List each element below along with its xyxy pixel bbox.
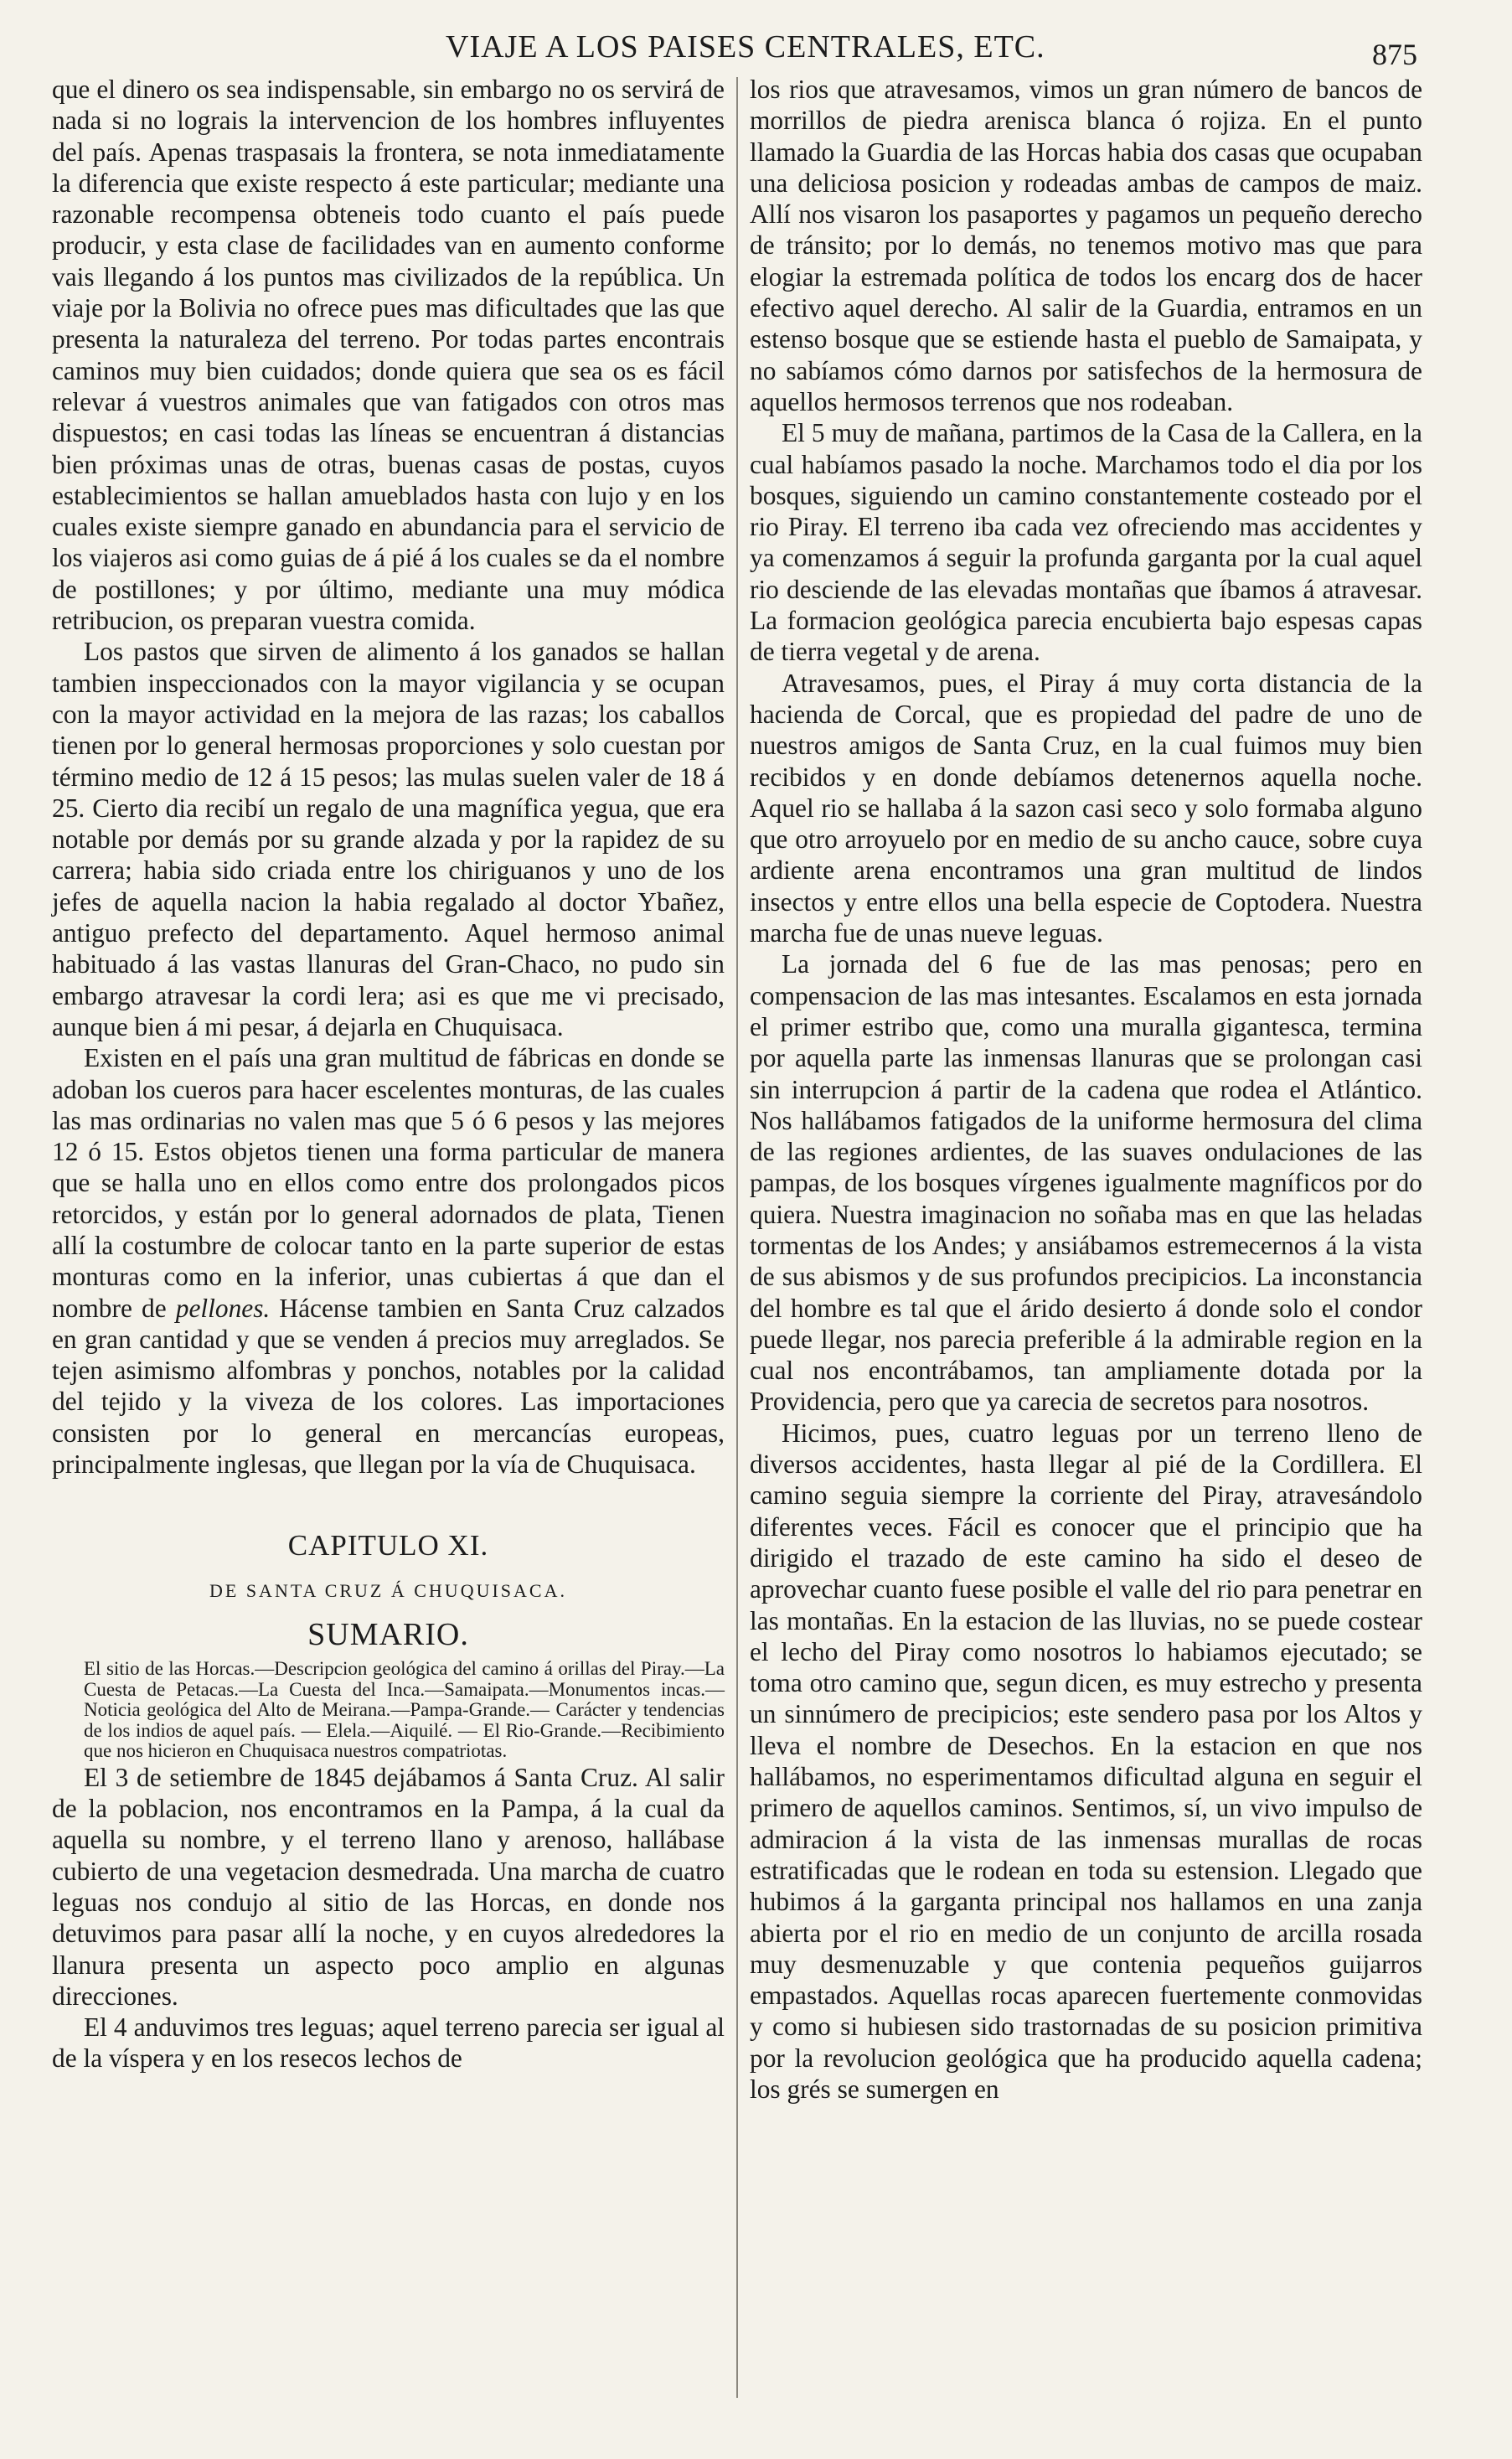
paragraph: El 5 muy de mañana, partimos de la Casa de la Callera, en la cual habíamos pasado la noche. Marchamos todo el dia por los bosques, siguiendo un camino constantemente costeado por el rio Piray. El terreno iba cada vez ofreciendo mas accidentes y ya comenzamos á seguir la profunda garganta por la cual aquel rio desciende de las elevadas montañas que íbamos á atravesar. La formacion geológica parecia encubierta bajo espesas capas de tierra vegetal y de arena. bbox=[750, 418, 1422, 667]
paragraph: los rios que atravesamos, vimos un gran número de bancos de morrillos de piedra arenisca blanca ó rojiza. En el punto llamado la Guardia de las Horcas habia dos casas que ocupaban una deliciosa posicion y rodeadas ambas de campos de maiz. Allí nos visaron los pasaportes y pagamos un pequeño derecho de tránsito; por lo demás, no tenemos motivo mas que para elogiar la estremada política de todos los encarg dos de hacer efectivo aquel derecho. Al salir de la Guardia, entramos en un estenso bosque que se estiende hasta el pueblo de Samaipata, y no sabíamos cómo darnos por satisfechos de la hermosura de aquellos hermosos terrenos que nos rodeaban. bbox=[750, 75, 1422, 416]
paragraph: El 4 anduvimos tres leguas; aquel terreno parecia ser igual al de la víspera y en los resecos lechos de bbox=[52, 2012, 725, 2074]
paragraph: Los pastos que sirven de alimento á los ganados se hallan tambien inspeccionados con la mayor vigilancia y se ocupan con la mayor actividad en la mejora de las razas; los caballos tienen por lo general hermosas proporciones y solo cuestan por término medio de 12 á 15 pesos; las mulas suelen valer de 18 á 25. Cierto dia recibí un regalo de una magnífica yegua, que era notable por demás por su grande alzada y por la rapidez de su carrera; habia sido criada entre los chiriguanos y uno de los jefes de aquella nacion la habia regalado al doctor Ybañez, antiguo prefecto del departamento. Aquel hermoso animal habituado á las vastas llanuras del Gran-Chaco, no pudo sin embargo atravesar la cordi lera; asi es que me vi precisado, aunque bien á mi pesar, á dejarla en Chuquisaca. bbox=[52, 637, 725, 1041]
page-header bbox=[52, 25, 1417, 75]
paragraph: El 3 de setiembre de 1845 dejábamos á Santa Cruz. Al salir de la poblacion, nos encontramos en la Pampa, á la cual da aquella su nombre, y el terreno llano y arenoso, hallábase cubierto de una vegetacion desmedrada. Una marcha de cuatro leguas nos condujo al sitio de las Horcas, en donde nos detuvimos para pasar allí la noche, y en cuyos alrededores la llanura presenta un aspecto poco amplio en algunas direcciones. bbox=[52, 1762, 725, 2011]
paragraph-text: Existen en el país una gran multitud de fábricas en donde se adoban los cueros para hacer escelentes monturas, de las cuales las mas ordinarias no valen mas que 5 ó 6 pesos y las mejores 12 ó 15. Estos objetos tienen una forma particular de manera que se halla uno en ellos como entre dos prolongados picos retorcidos, y están por lo general adornados de plata, Tienen allí la costumbre de colocar tanto en la parte superior de estas monturas como en la inferior, unas cubiertas á que dan el nombre de bbox=[52, 1043, 725, 1323]
chapter-heading: CAPITULO XI. bbox=[287, 1529, 489, 1563]
sumario-text: El sitio de las Horcas.—Descripcion geológica del camino á orillas del Piray.—La Cuesta de Petacas.—La Cuesta del Inca.—Samaipata.—Monumentos incas.—Noticia geológica del Alto de Meirana.—Pampa-Grande.— Carácter y tendencias de los indios de aquel país. — Elela.—Aiquilé. — El Rio-Grande.—Recibimiento que nos hicieron en Chuquisaca nuestros compatriotas. bbox=[84, 1658, 725, 1762]
paragraph: La jornada del 6 fue de las mas penosas; pero en compensacion de las mas intesantes. Escalamos en esta jornada el primer estribo que, como una muralla gigantesca, termina por aquella parte las inmensas llanuras que se prolongan casi sin interrupcion á partir de la cadena que rodea el Atlántico. Nos hallábamos fatigados de la uniforme hermosura del clima de las regiones ardientes, de las suaves ondulaciones de las pampas, de los bosques vírgenes igualmente magníficos por do quiera. Nuestra imaginacion no soñaba mas en que las heladas tormentas de los Andes; y ansiábamos estremecernos á la vista de sus abismos y de sus profundos precipicios. La inconstancia del hombre es tal que el árido desierto á donde solo el condor puede llegar, nos parecia preferible á la admirable region en la cual nos encontrábamos, tan ampliamente dotada por la Providencia, pero que ya carecia de secretos para nosotros. bbox=[750, 949, 1422, 1417]
italic-term: pellones. bbox=[175, 1293, 271, 1323]
paragraph bbox=[52, 1042, 725, 1480]
sumario-title: SUMARIO. bbox=[307, 1616, 469, 1652]
column-divider bbox=[736, 77, 738, 2398]
paragraph-text: Hácense tambien en Santa Cruz calzados en gran cantidad y que se venden á precios muy arreglados. Se tejen asimismo alfombras y ponchos, notables por la calidad del tejido y la viveza de los colores. Las importaciones consisten por lo general en mercancías europeas, principalmente inglesas, que llegan por la vía de Chuquisaca. bbox=[52, 1293, 725, 1480]
right-column bbox=[750, 74, 1422, 2105]
chapter-subtitle: DE SANTA CRUZ Á CHUQUISACA. bbox=[209, 1579, 567, 1601]
paragraph: que el dinero os sea indispensable, sin embargo no os servirá de nada si no lograis la intervencion de los hombres influyentes del país. Apenas traspasais la frontera, se nota inmediatamente la diferencia que existe respecto á este particular; mediante una razonable recompensa obteneis todo cuanto el país puede producir, y esta clase de facilidades van en aumento conforme vais llegando á los puntos mas civilizados de la república. Un viaje por la Bolivia no ofrece pues mas dificultades que las que presenta la naturaleza del terreno. Por todas partes encontrais caminos muy bien cuidados; donde quiera que sea os es fácil relevar á vuestros animales que van fatigados con otros mas dispuestos; en casi todas las líneas se encuentran á distancias bien próximas unas de otras, buenas casas de postas, cuyos establecimientos se hallan amueblados hasta con lujo y en los cuales existe siempre ganado en abundancia para el servicio de los viajeros asi como guias de á pié á los cuales se da el nombre de postillones; y por último, mediante una muy módica retribucion, os preparan vuestra comida. bbox=[52, 75, 725, 636]
running-title: VIAJE A LOS PAISES CENTRALES, ETC. bbox=[446, 29, 1045, 65]
left-column bbox=[52, 74, 725, 2074]
paragraph: Hicimos, pues, cuatro leguas por un terreno lleno de diversos accidentes, hasta llegar al pié de la Cordillera. El camino seguia siempre la corriente del Piray, atravesándolo diferentes veces. Fácil es conocer que el principio que ha dirigido el trazado de este camino ha sido el deseo de aprovechar cuanto fuese posible el valle del rio para penetrar en las montañas. En la estacion de las lluvias, no se puede costear el lecho del Piray como nosotros lo habiamos ejecutado; se toma otro camino que, segun dicen, es muy estrecho y presenta un sinnúmero de precipicios; este sendero pasa por los Altos y lleva el nombre de Desechos. En la estacion en que nos hallábamos, no esperimentamos dificultad alguna en seguir el primero de aquellos caminos. Sentimos, sí, un vivo impulso de admiracion á la vista de las inmensas murallas de rocas estratificadas que le rodean en toda su estension. Llegado que hubimos á la garganta principal nos hallamos en una zanja abierta por el rio en medio de un conjunto de arcilla rosada muy desmenuzable y que contenia pequeños guijarros empastados. Aquellas rocas aparecen fuertemente conmovidas y como si hubiesen sido trastornadas de su posicion primitiva por la revolucion geológica que ha producido aquella cadena; los grés se sumergen en bbox=[750, 1418, 1422, 2104]
paragraph: Atravesamos, pues, el Piray á muy corta distancia de la hacienda de Corcal, que es propiedad del padre de uno de nuestros amigos de Santa Cruz, en la cual fuimos muy bien recibidos y en donde debíamos detenernos aquella noche. Aquel rio se hallaba á la sazon casi seco y solo formaba alguno que otro arroyuelo por en medio de su ancho cauce, sobre cuya ardiente arena encontramos una gran multitud de lindos insectos y entre ellos una bella especie de Coptodera. Nuestra marcha fue de unas nueve leguas. bbox=[750, 668, 1422, 948]
page-number: 875 bbox=[1372, 38, 1417, 71]
